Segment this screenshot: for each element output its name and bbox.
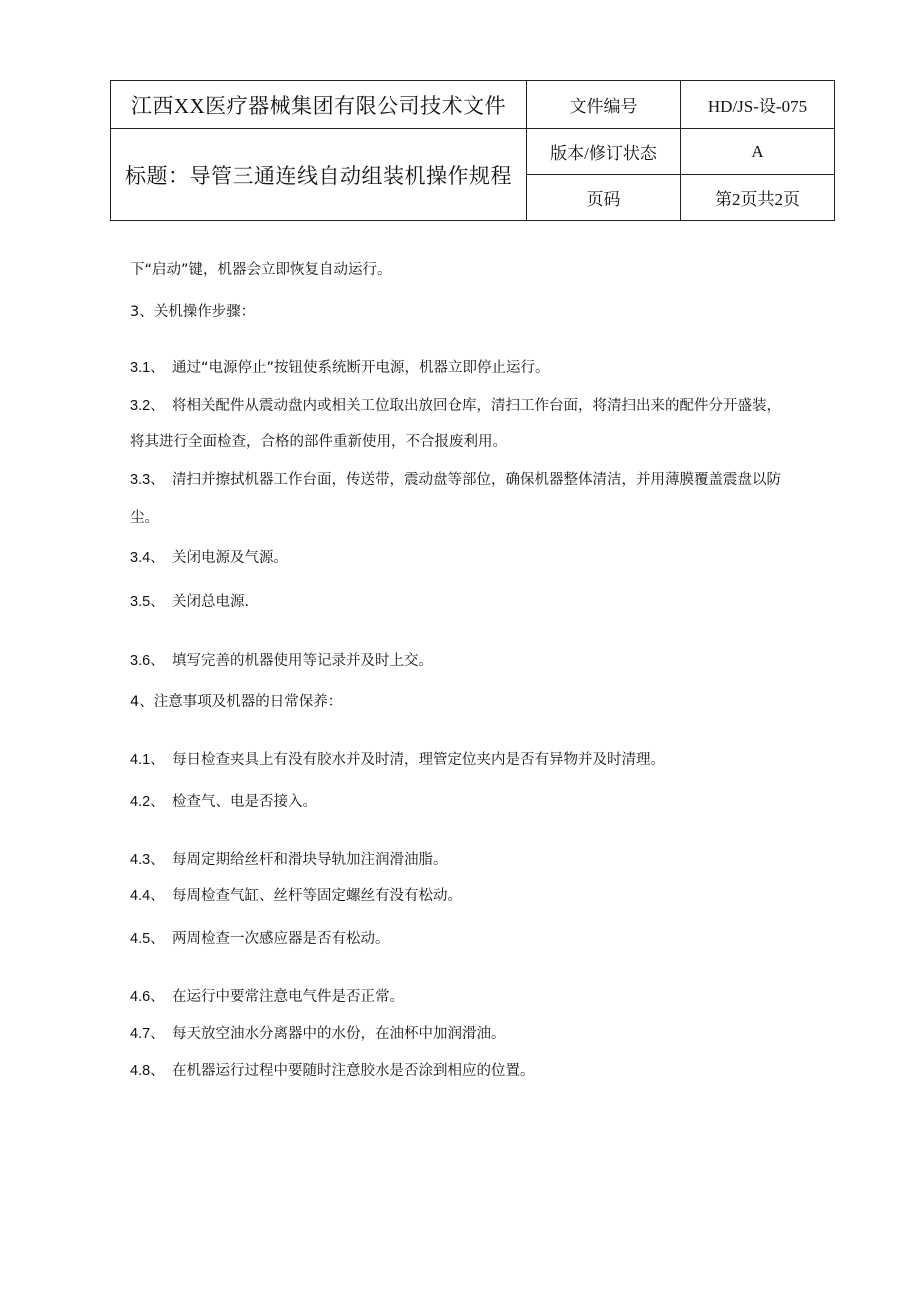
section-3-heading: 3、关机操作步骤： bbox=[130, 304, 256, 320]
list-item bbox=[130, 396, 781, 416]
item-number: 4.4、 bbox=[130, 888, 165, 904]
item-text: 填写完善的机器使用等记录并及时上交。 bbox=[172, 653, 433, 669]
item-text: 每日检查夹具上有没有胶水并及时清，理管定位夹内是否有异物并及时清理。 bbox=[172, 752, 665, 768]
item-text: 通过“电源停止”按钮使系统断开电源，机器立即停止运行。 bbox=[172, 360, 550, 376]
item-text: 在运行中要常注意电气件是否正常。 bbox=[172, 989, 404, 1005]
page-number-value: 第2页共2页 bbox=[681, 175, 835, 221]
list-item bbox=[130, 886, 462, 906]
item-number: 3.1、 bbox=[130, 360, 165, 376]
item-text-continuation: 尘。 bbox=[130, 510, 159, 526]
item-number: 4.6、 bbox=[130, 989, 165, 1005]
item-text: 每天放空油水分离器中的水份，在油杯中加润滑油。 bbox=[172, 1026, 506, 1042]
list-item bbox=[130, 1061, 535, 1081]
item-number: 3.2、 bbox=[130, 398, 165, 414]
item-number: 4.7、 bbox=[130, 1026, 165, 1042]
doc-number-value: HD/JS-设-075 bbox=[681, 81, 835, 129]
item-text: 每周检查气缸、丝杆等固定螺丝有没有松动。 bbox=[172, 888, 462, 904]
item-number: 4.3、 bbox=[130, 852, 165, 868]
list-item bbox=[130, 987, 404, 1007]
list-item bbox=[130, 358, 550, 378]
item-text-continuation: 将其进行全面检查，合格的部件重新使用，不合报废利用。 bbox=[130, 434, 507, 450]
item-text: 检查气、电是否接入。 bbox=[172, 794, 317, 810]
list-item bbox=[130, 850, 448, 870]
list-item bbox=[130, 548, 288, 568]
item-number: 3.6、 bbox=[130, 653, 165, 669]
continuation-text: 下“启动”键，机器会立即恢复自动运行。 bbox=[130, 262, 392, 278]
item-text: 清扫并擦拭机器工作台面，传送带，震动盘等部位，确保机器整体清洁，并用薄膜覆盖震盘以防 bbox=[172, 472, 781, 488]
item-text: 每周定期给丝杆和滑块导轨加注润滑油脂。 bbox=[172, 852, 448, 868]
page-label: 页码 bbox=[527, 175, 681, 221]
item-number: 4.1、 bbox=[130, 752, 165, 768]
item-number: 4.2、 bbox=[130, 794, 165, 810]
item-number: 3.5、 bbox=[130, 594, 165, 610]
section-4-heading: 4、注意事项及机器的日常保养： bbox=[130, 694, 343, 710]
item-text: 关闭电源及气源。 bbox=[172, 550, 288, 566]
list-item bbox=[130, 792, 317, 812]
item-text: 两周检查一次感应器是否有松动。 bbox=[172, 931, 390, 947]
list-item bbox=[130, 592, 249, 612]
company-name: 江西XX医疗器械集团有限公司技术文件 bbox=[111, 81, 527, 129]
list-item bbox=[130, 750, 665, 770]
doc-number-label: 文件编号 bbox=[527, 81, 681, 129]
list-item bbox=[130, 651, 433, 671]
item-number: 4.8、 bbox=[130, 1063, 165, 1079]
version-value: A bbox=[681, 129, 835, 175]
item-number: 4.5、 bbox=[130, 931, 165, 947]
list-item bbox=[130, 929, 390, 949]
item-number: 3.3、 bbox=[130, 472, 165, 488]
list-item bbox=[130, 1024, 506, 1044]
document-header-table bbox=[110, 80, 835, 221]
document-title: 标题：导管三通连线自动组装机操作规程 bbox=[111, 129, 527, 221]
version-label: 版本/修订状态 bbox=[527, 129, 681, 175]
item-text: 关闭总电源. bbox=[172, 594, 250, 610]
item-number: 3.4、 bbox=[130, 550, 165, 566]
item-text: 将相关配件从震动盘内或相关工位取出放回仓库，清扫工作台面，将清扫出来的配件分开盛装， bbox=[172, 398, 781, 414]
list-item bbox=[130, 470, 781, 490]
item-text: 在机器运行过程中要随时注意胶水是否涂到相应的位置。 bbox=[172, 1063, 535, 1079]
